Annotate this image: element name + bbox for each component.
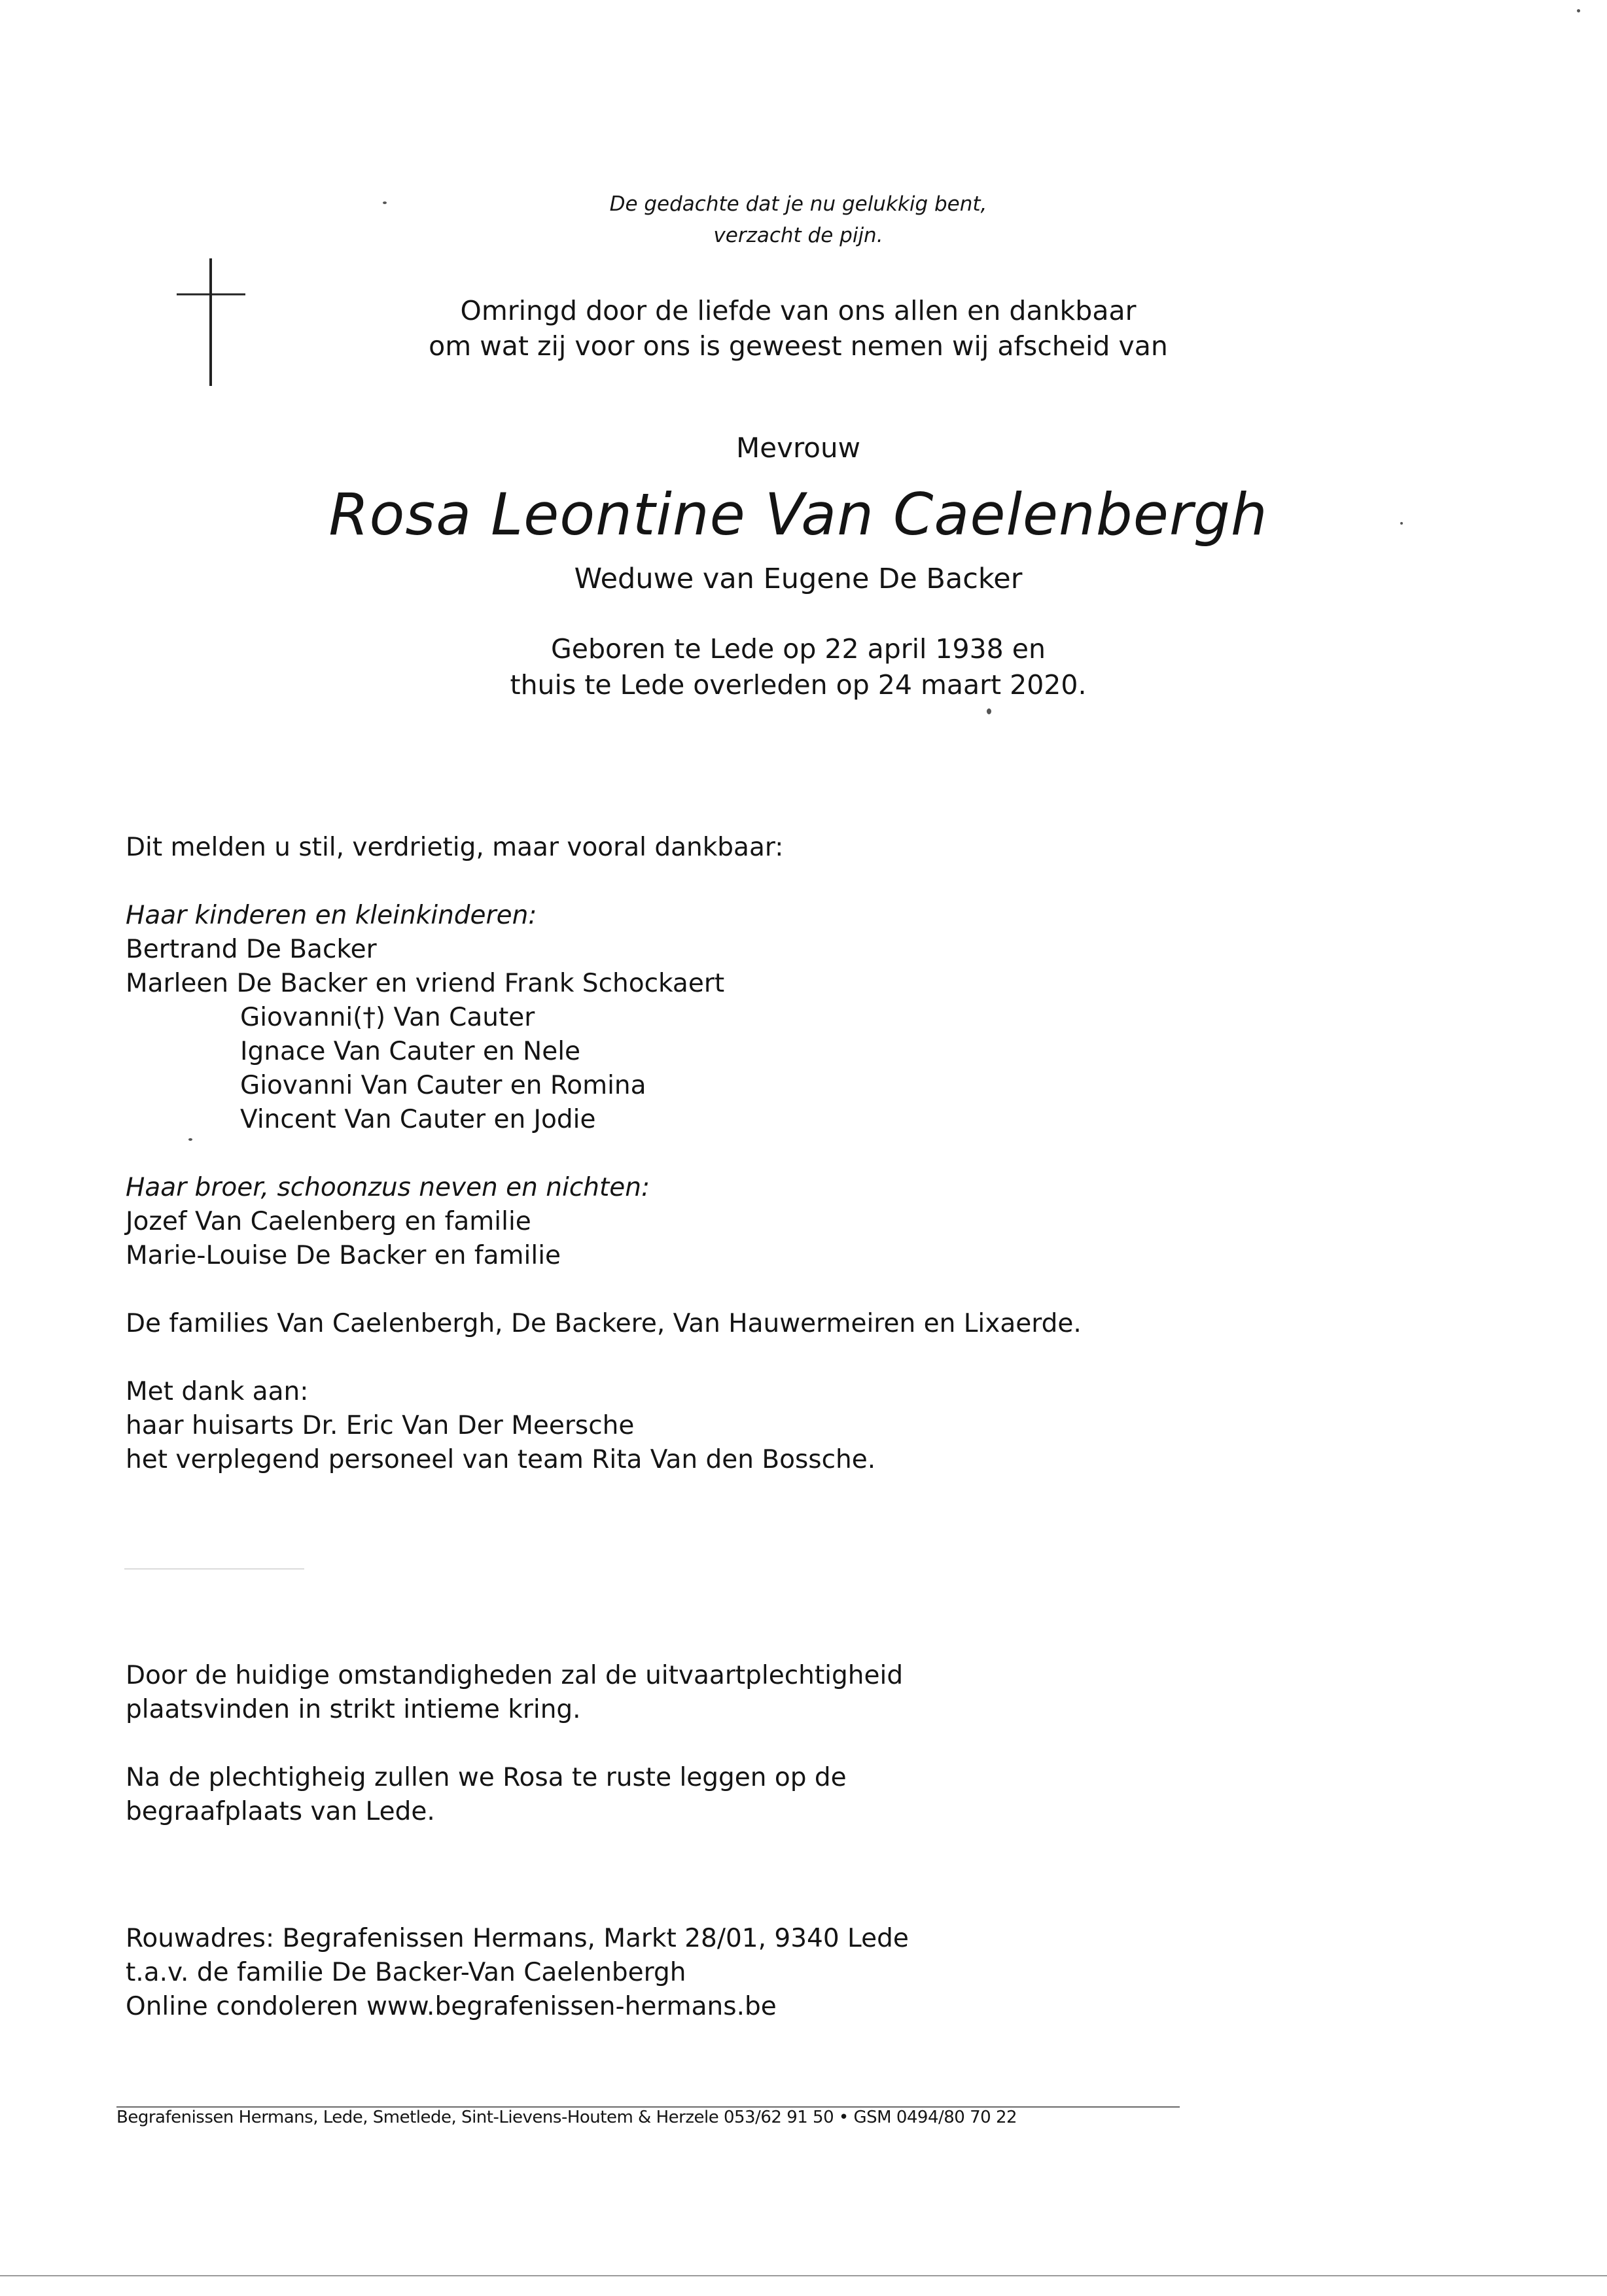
burial-line-2: begraafplaats van Lede. — [126, 1797, 435, 1826]
funeral-address: Rouwadres: Begrafenissen Hermans, Markt 28/01, 9340 Lede — [126, 1924, 909, 1953]
list-item: Jozef Van Caelenberg en familie — [126, 1207, 531, 1236]
burial-line-1: Na de plechtigheig zullen we Rosa te ruste leggen op de — [126, 1763, 847, 1792]
siblings-heading: Haar broer, schoonzus neven en nichten: — [126, 1173, 650, 1202]
children-heading: Haar kinderen en kleinkinderen: — [126, 901, 537, 930]
announcement: Dit melden u stil, verdrietig, maar vooral dankbaar: — [126, 833, 784, 862]
cross-icon — [177, 258, 245, 386]
death-line: thuis te Lede overleden op 24 maart 2020. — [510, 669, 1087, 701]
scan-speck — [1577, 9, 1580, 12]
birth-line: Geboren te Lede op 22 april 1938 en — [550, 633, 1046, 665]
intro-text — [366, 293, 1230, 364]
list-item: Marleen De Backer en vriend Frank Schockaert — [126, 969, 725, 998]
widow-of: Weduwe van Eugene De Backer — [574, 563, 1023, 595]
list-item: Ignace Van Cauter en Nele — [240, 1037, 581, 1066]
list-item: Marie-Louise De Backer en familie — [126, 1241, 561, 1270]
quote-line-2: verzacht de pijn. — [713, 224, 883, 247]
footer-text: Begrafenissen Hermans, Lede, Smetlede, Sint-Lievens-Houtem & Herzele 053/62 91 50 • GSM 0494/80 70 22 — [116, 2108, 1017, 2127]
intro-line-1: Omringd door de liefde van ons allen en dankbaar — [460, 295, 1137, 326]
contact-section — [126, 1922, 909, 2024]
list-item: haar huisarts Dr. Eric Van Der Meersche — [126, 1411, 635, 1440]
online-condolence: Online condoleren www.begrafenissen-hermans.be — [126, 1992, 777, 2021]
attention-line: t.a.v. de familie De Backer-Van Caelenbergh — [126, 1958, 686, 1987]
family-section — [126, 831, 1082, 1477]
thanks-heading: Met dank aan: — [126, 1377, 309, 1406]
scan-edge-line — [0, 2275, 1607, 2276]
honorific: Mevrouw — [736, 432, 860, 464]
list-item: het verplegend personeel van team Rita Van den Bossche. — [126, 1445, 876, 1474]
scan-speck — [1400, 522, 1403, 525]
scan-speck — [383, 201, 387, 204]
ceremony-line-2: plaatsvinden in strikt intieme kring. — [126, 1695, 581, 1724]
quote — [589, 188, 1008, 251]
intro-line-2: om wat zij voor ons is geweest nemen wij afscheid van — [429, 330, 1168, 362]
list-item: Bertrand De Backer — [126, 935, 377, 964]
scan-speck — [188, 1138, 192, 1141]
list-item: Giovanni Van Cauter en Romina — [240, 1071, 646, 1100]
scan-speck — [987, 708, 991, 714]
deceased-name: Rosa Leontine Van Caelenbergh — [328, 481, 1268, 548]
list-item: Vincent Van Cauter en Jodie — [240, 1105, 596, 1134]
life-dates — [406, 631, 1191, 703]
ceremony-section — [126, 1659, 903, 1829]
quote-line-1: De gedachte dat je nu gelukkig bent, — [609, 192, 987, 216]
families-line: De families Van Caelenbergh, De Backere, Van Hauwermeiren en Lixaerde. — [126, 1309, 1082, 1338]
ceremony-line-1: Door de huidige omstandigheden zal de uitvaartplechtigheid — [126, 1661, 904, 1690]
list-item: Giovanni(†) Van Cauter — [240, 1003, 535, 1032]
